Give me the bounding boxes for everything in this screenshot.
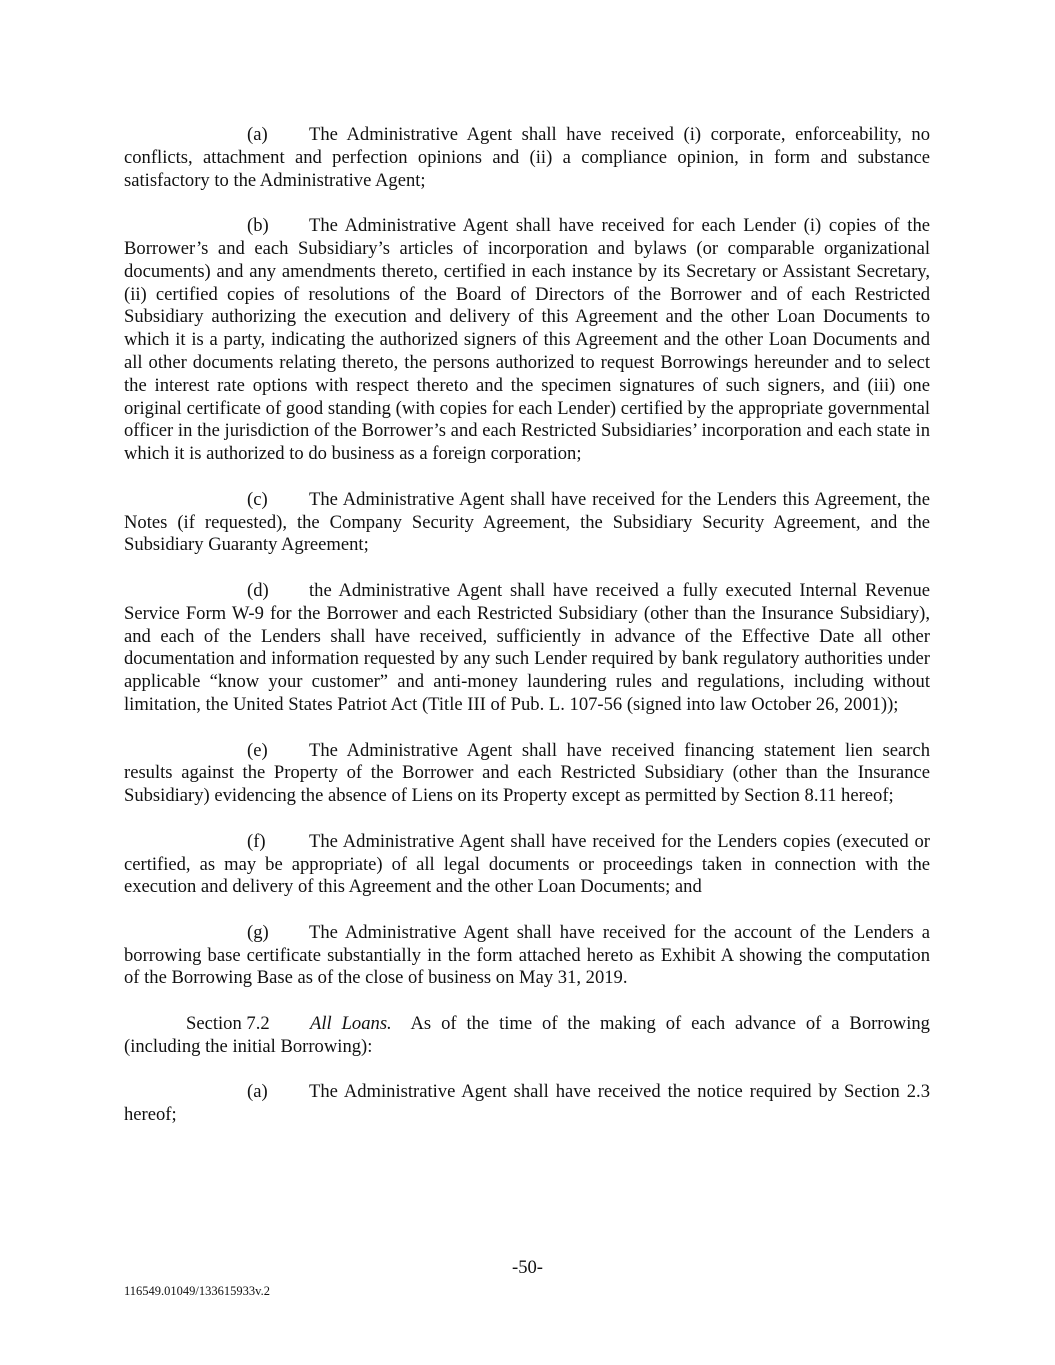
clause-text: The Administrative Agent shall have received for each Lender (i) copies of the Borrower’s and each Subsidiary’s articles of incorporation and bylaws (or comparable organizational documents) and any amendments thereto, certified in each instance by its Secretary or Assistant Secretary, (ii) certified copies of resolutions of the Board of Directors of the Borrower and of each Restricted Subsidiary authorizing the execution and delivery of this Agreement and the other Loan Documents to which it is a party, indicating the authorized signers of this Agreement and the other Loan Documents and all other documents relating thereto, the persons authorized to request Borrowings hereunder and to select the interest rate options with respect thereto and the specimen signatures of such signers, and (iii) one original certificate of good standing (with copies for each Lender) certified by the appropriate governmental officer in the jurisdiction of the Borrower’s and each Restricted Subsidiaries’ incorporation and each state in which it is authorized to do business as a foreign corporation;: [124, 215, 930, 465]
document-body: [124, 124, 930, 1127]
clause-label: (a): [247, 1081, 268, 1103]
clause-d: [124, 580, 930, 717]
clause-text: The Administrative Agent shall have received financing statement lien search results against the Property of the Borrower and each Restricted Subsidiary (other than the Insurance Subsidiary) evidencing the absence of Liens on its Property except as permitted by Section 8.11 hereof;: [124, 739, 930, 807]
page-number: -50-: [512, 1257, 543, 1278]
section-7-2-clause-a: [124, 1081, 930, 1127]
clause-a: [124, 124, 930, 192]
section-label: Section 7.2: [186, 1013, 270, 1035]
clause-text: The Administrative Agent shall have received for the Lenders this Agreement, the Notes (if requested), the Company Security Agreement, the Subsidiary Security Agreement, and the Subsidiary Guaranty Agreement;: [124, 488, 930, 556]
clause-text: The Administrative Agent shall have received for the Lenders copies (executed or certified, as may be appropriate) of all legal documents or proceedings taken in connection with the execution and delivery of this Agreement and the other Loan Documents; and: [124, 830, 930, 898]
clause-c: [124, 489, 930, 557]
section-7-2: [124, 1013, 930, 1059]
clause-text: The Administrative Agent shall have received for the account of the Lenders a borrowing base certificate substantially in the form attached hereto as Exhibit A showing the computation of the Borrowing Base as of the close of business on May 31, 2019.: [124, 921, 930, 989]
document-id: 116549.01049/133615933v.2: [124, 1284, 270, 1298]
clause-label: (b): [247, 215, 269, 237]
clause-b: [124, 215, 930, 466]
clause-text: The Administrative Agent shall have received the notice required by Section 2.3 hereof;: [124, 1081, 930, 1126]
clause-text: the Administrative Agent shall have received a fully executed Internal Revenue Service Form W-9 for the Borrower and each Restricted Subsidiary (other than the Insurance Subsidiary), and each of the Lenders shall have received, sufficiently in advance of the Effective Date all other documentation and information requested by any such Lender required by bank regulatory authorities under applicable “know your customer” and anti-money laundering rules and regulations, including without limitation, the United States Patriot Act (Title III of Pub. L. 107-56 (signed into law October 26, 2001));: [124, 579, 930, 715]
clause-label: (f): [247, 830, 266, 852]
clause-label: (a): [247, 124, 268, 145]
clause-e: [124, 740, 930, 808]
section-text: As of the time of the making of each advance of a Borrowing (including the initial Borrowing):: [124, 1013, 930, 1057]
clause-text: The Administrative Agent shall have received (i) corporate, enforceability, no conflicts, attachment and perfection opinions and (ii) a compliance opinion, in form and substance satisfactory to the Administrative Agent;: [124, 124, 930, 191]
clause-g: [124, 922, 930, 990]
clause-label: (g): [247, 921, 269, 943]
clause-f: [124, 831, 930, 899]
clause-label: (e): [247, 739, 268, 761]
clause-label: (d): [247, 579, 269, 601]
section-title: All Loans.: [310, 1013, 392, 1035]
clause-label: (c): [247, 488, 268, 510]
